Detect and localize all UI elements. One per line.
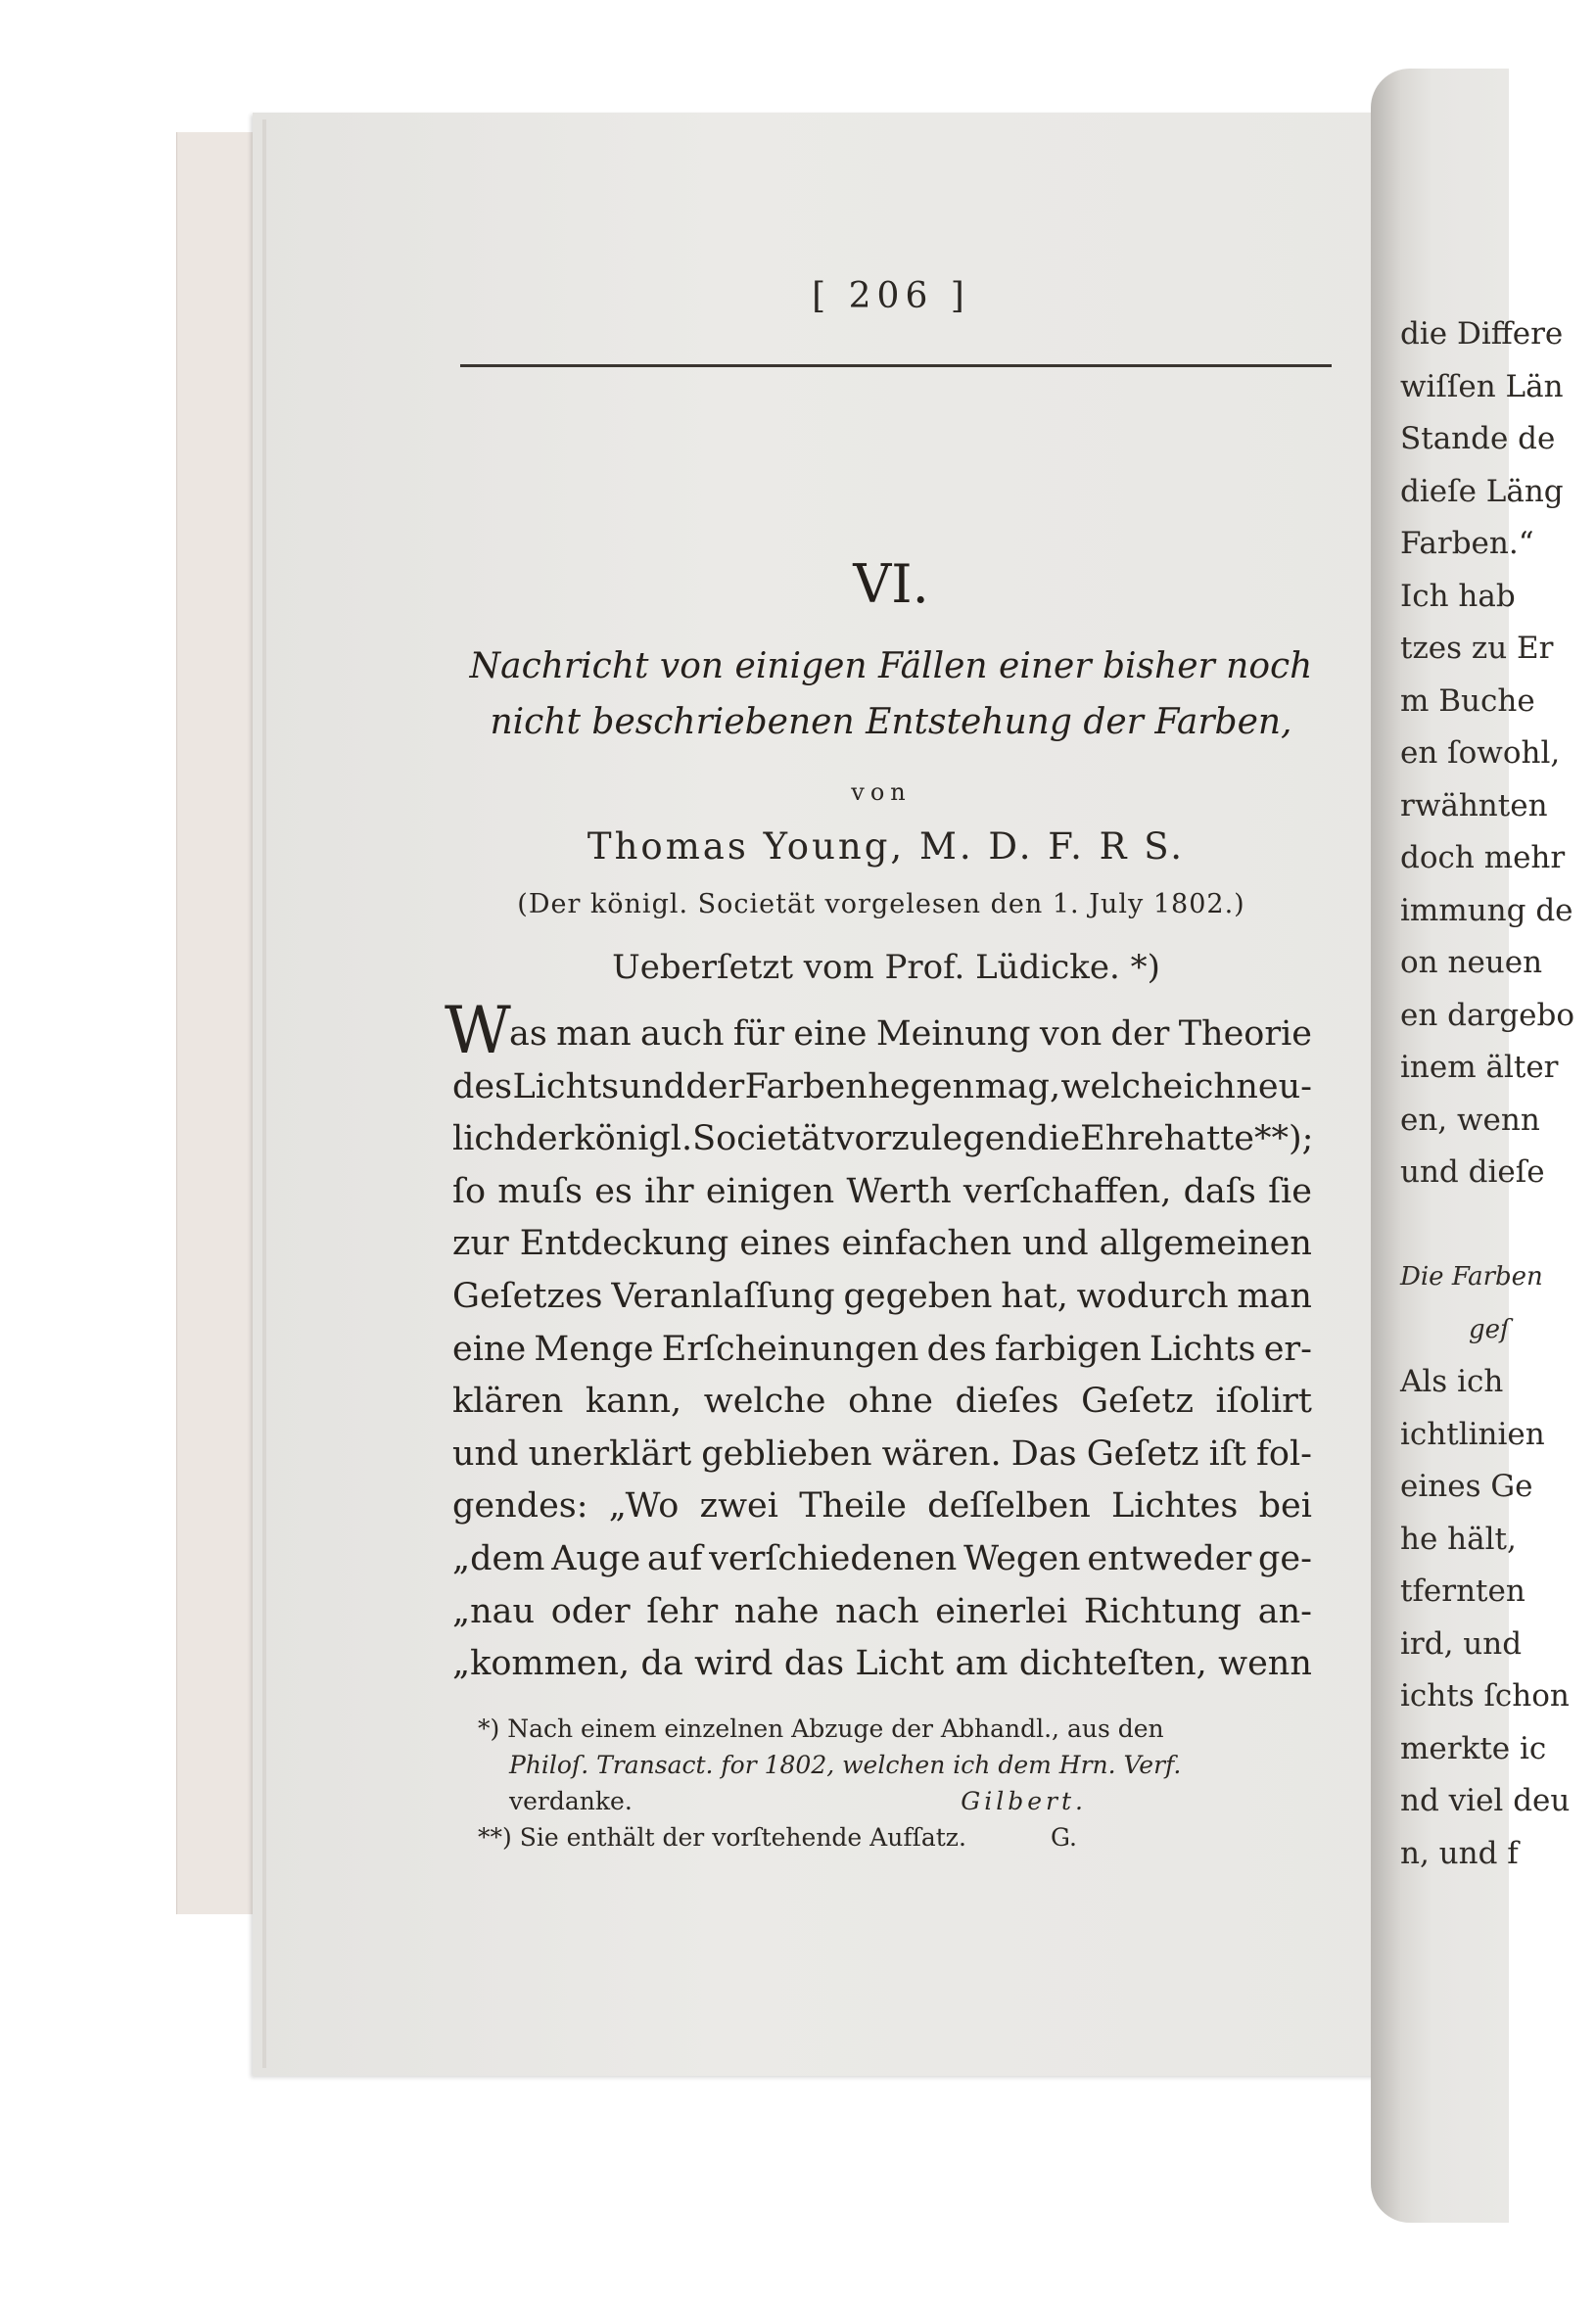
body-line: und unerklärt geblieben wären. Das Geſetz iſt fol- — [452, 1433, 1312, 1474]
facing-page-line: dieſe Läng — [1400, 473, 1564, 509]
facing-page-text — [1400, 308, 1596, 1880]
facing-page-line: Farben.“ — [1400, 526, 1534, 561]
facing-page-line: geſ — [1469, 1314, 1510, 1344]
body-line: Geſetzes Veranlaſſung gegeben hat, wodurch man — [452, 1276, 1312, 1316]
by-word: von — [851, 778, 912, 806]
footnote-1-line-3-text: verdanke. — [509, 1787, 633, 1815]
facing-page-line: wiſſen Län — [1400, 368, 1564, 404]
body-line: lich der königl. Societät vorzulegen die Ehre hatte **); — [452, 1119, 1314, 1159]
body-line: ſo muſs es ihr einigen Werth verſchaffen, daſs ſie — [452, 1171, 1312, 1211]
body-line: W as man auch für eine Meinung von der Theorie — [445, 993, 1312, 1068]
header-rule — [460, 364, 1332, 367]
body-text — [445, 993, 1314, 1691]
facing-page-line: tfernten — [1400, 1574, 1526, 1609]
facing-page-line: die Differe — [1400, 316, 1564, 352]
facing-page-line: eines Ge — [1400, 1469, 1533, 1504]
facing-page-line: he hält, — [1400, 1521, 1517, 1557]
title-line-1: Nachricht von einigen Fällen einer bisher noch — [469, 646, 1313, 686]
facing-page-line — [1400, 1199, 1596, 1252]
facing-page-line: ird, und — [1400, 1625, 1523, 1662]
facing-page-line: n, und f — [1400, 1835, 1519, 1871]
footnote-1-line-1: *) Nach einem einzelnen Abzuge der Abhandl., aus den — [478, 1715, 1164, 1743]
facing-page-line: inem älter — [1400, 1050, 1559, 1085]
facing-page — [1371, 69, 1575, 2223]
footnote-1-line-3 — [478, 1783, 1312, 1819]
author-line: Thomas Young, M. D. F. R S. — [587, 825, 1186, 868]
body-line: „nau oder ſehr nahe nach einerlei Richtung an- — [452, 1591, 1312, 1631]
facing-page-line: merkte ic — [1400, 1730, 1547, 1766]
facing-page-line: m Buche — [1400, 682, 1535, 719]
body-line: gendes: „Wo zwei Theile deſſelben Lichtes bei — [452, 1486, 1312, 1527]
facing-page-line: und dieſe — [1400, 1154, 1545, 1190]
facing-page-line: doch mehr — [1400, 840, 1566, 875]
facing-page-line: immung de — [1400, 892, 1573, 928]
page-edge — [262, 119, 266, 2068]
section-numeral: VI. — [853, 553, 929, 615]
facing-page-line: en, wenn — [1400, 1102, 1540, 1138]
facing-page-line: en dargebo — [1400, 997, 1575, 1033]
footnote-1-line-2: Philoſ. Transact. for 1802, welchen ich dem Hrn. Verf. — [509, 1751, 1182, 1779]
footnote-2-text: **) Sie enthält der vorſtehende Aufſatz. — [478, 1823, 966, 1852]
translator-line: Ueberſetzt vom Prof. Lüdicke. *) — [612, 948, 1160, 987]
facing-page-line: ichts ſchon — [1400, 1678, 1570, 1714]
body-line: des Lichts und der Farben hegen mag, welche ich neu- — [452, 1066, 1312, 1106]
facing-page-line: Die Farben — [1400, 1262, 1543, 1292]
footnote-1-signature: Gilbert. — [961, 1787, 1087, 1815]
body-line: „dem Auge auf verſchiedenen Wegen entweder ge- — [452, 1538, 1312, 1578]
facing-page-line: ichtlinien — [1400, 1416, 1545, 1452]
footnote-2 — [478, 1819, 1312, 1856]
facing-page-line: rwähnten — [1400, 787, 1548, 823]
footnotes — [478, 1711, 1312, 1856]
read-note: (Der königl. Societät vorgelesen den 1. July 1802.) — [517, 889, 1245, 919]
body-line: klären kann, welche ohne dieſes Geſetz iſolirt — [452, 1382, 1312, 1422]
body-line: eine Menge Erſcheinungen des farbigen Lichts er- — [452, 1329, 1312, 1369]
facing-page-line: nd viel deu — [1400, 1783, 1571, 1818]
facing-page-line: en ſowohl, — [1400, 735, 1561, 771]
facing-page-line: Ich hab — [1400, 578, 1516, 614]
body-line: „kommen, da wird das Licht am dichteſten, wenn — [452, 1644, 1312, 1684]
facing-page-line: Als ich — [1400, 1364, 1504, 1399]
page-number: [ 206 ] — [812, 276, 970, 316]
body-line: zur Entdeckung eines einfachen und allgemeinen — [452, 1224, 1312, 1264]
facing-page-line: tzes zu Er — [1400, 631, 1554, 666]
title-line-2: nicht beschriebenen Entstehung der Farben, — [490, 702, 1292, 742]
footnote-2-signature: G. — [1050, 1823, 1077, 1852]
article-title — [450, 638, 1332, 750]
drop-cap: W — [445, 993, 511, 1068]
facing-page-line: Stande de — [1400, 421, 1556, 456]
facing-page-line: on neuen — [1400, 945, 1543, 980]
